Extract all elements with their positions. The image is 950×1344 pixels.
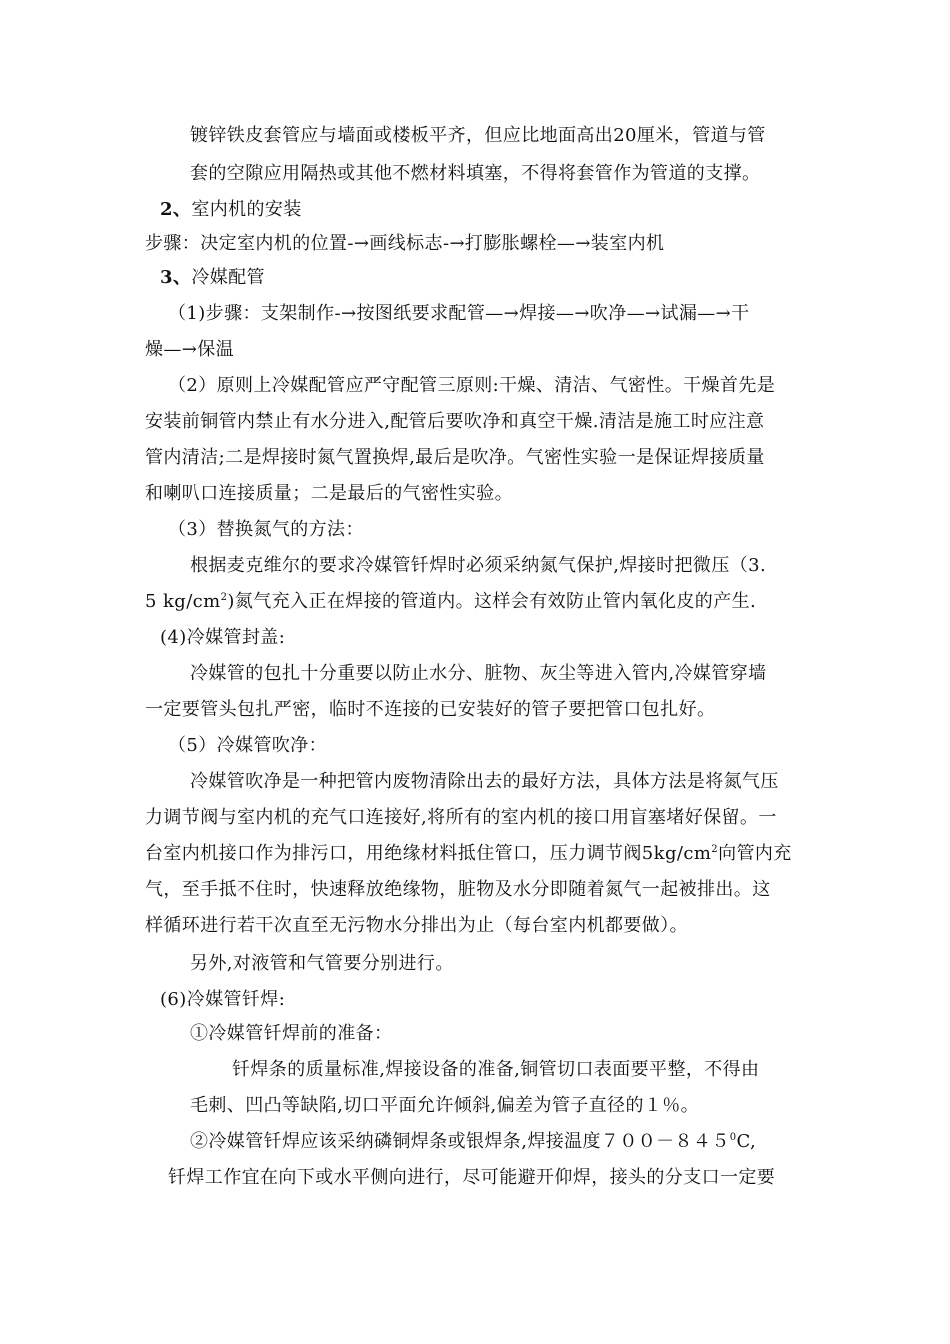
line-text: ②冷媒管钎焊应该采纳磷铜焊条或银焊条,焊接温度７００－８４５	[190, 1131, 730, 1152]
paragraph-line	[145, 590, 756, 614]
subheading-line: （5）冷媒管吹净：	[168, 735, 328, 756]
paragraph-line: 和喇叭口连接质量；二是最后的气密性实验。	[145, 483, 513, 504]
superscript: 2	[711, 844, 719, 855]
paragraph-line: 气，至手抵不住时，快速释放绝缘物，脏物及水分即随着氮气一起被排出。这	[145, 879, 771, 900]
paragraph-line: 钎焊工作宜在向下或水平侧向进行，尽可能避开仰焊，接头的分支口一定要	[168, 1167, 776, 1188]
subheading-line: (6)冷媒管钎焊:	[160, 989, 286, 1010]
paragraph-line: 镀锌铁皮套管应与墙面或楼板平齐，但应比地面高出20厘米，管道与管	[190, 125, 766, 146]
line-text: 向管内充	[718, 843, 792, 864]
paragraph-line: 冷媒管吹净是一种把管内废物清除出去的最好方法，具体方法是将氮气压	[190, 771, 779, 792]
subheading-line: (4)冷媒管封盖:	[160, 627, 286, 648]
paragraph-line: （1)步骤：支架制作-→按图纸要求配管—→焊接—→吹净—→试漏—→干	[168, 303, 750, 324]
paragraph-line: 毛刺、凹凸等缺陷,切口平面允许倾斜,偏差为管子直径的１％。	[190, 1095, 700, 1116]
unit-text: 5 kg/cm	[145, 591, 221, 612]
section-heading-3	[160, 266, 265, 290]
paragraph-line: 另外,对液管和气管要分别进行。	[190, 953, 454, 974]
superscript: 0	[729, 1132, 737, 1143]
subheading-line: ①冷媒管钎焊前的准备：	[190, 1023, 393, 1044]
paragraph-line: 一定要管头包扎严密，临时不连接的已安装好的管子要把管口包扎好。	[145, 699, 716, 720]
paragraph-line: 步骤：决定室内机的位置-→画线标志-→打膨胀螺栓—→装室内机	[145, 233, 665, 254]
paragraph-line: 力调节阀与室内机的充气口连接好,将所有的室内机的接口用盲塞堵好保留。一	[145, 807, 777, 828]
paragraph-line: 根据麦克维尔的要求冷媒管钎焊时必须采纳氮气保护,焊接时把微压（3.	[190, 555, 767, 576]
paragraph-line	[145, 842, 792, 866]
section-number: 3、	[160, 267, 192, 288]
paragraph-line: 管内清洁;二是焊接时氮气置换焊,最后是吹净。气密性实验一是保证焊接质量	[145, 447, 765, 468]
paragraph-line: （2）原则上冷媒配管应严守配管三原则:干燥、清洁、气密性。干燥首先是	[168, 375, 776, 396]
line-text: 台室内机接口作为排污口，用绝缘材料抵住管口，压力调节阀5kg/cm	[145, 843, 712, 864]
section-title: 冷媒配管	[191, 267, 265, 288]
section-number: 2、	[160, 199, 192, 220]
paragraph-line: 钎焊条的质量标准,焊接设备的准备,铜管切口表面要平整，不得由	[232, 1059, 760, 1080]
paragraph-line: 样循环进行若干次直至无污物水分排出为止（每台室内机都要做）。	[145, 915, 688, 936]
paragraph-line: 安装前铜管内禁止有水分进入,配管后要吹净和真空干燥.清洁是施工时应注意	[145, 411, 765, 432]
paragraph-line: 冷媒管的包扎十分重要以防止水分、脏物、灰尘等进入管内,冷媒管穿墙	[190, 663, 767, 684]
line-text: )氮气充入正在焊接的管道内。这样会有效防止管内氧化皮的产生.	[227, 591, 757, 612]
line-text: C,	[736, 1131, 757, 1152]
section-heading-2	[160, 198, 302, 222]
superscript: 2	[220, 592, 228, 603]
paragraph-line: 套的空隙应用隔热或其他不燃材料填塞，不得将套管作为管道的支撑。	[190, 163, 761, 184]
section-title: 室内机的安装	[191, 199, 302, 220]
subheading-line: （3）替换氮气的方法：	[168, 519, 364, 540]
paragraph-line	[190, 1130, 756, 1154]
paragraph-line: 燥—→保温	[145, 339, 235, 360]
